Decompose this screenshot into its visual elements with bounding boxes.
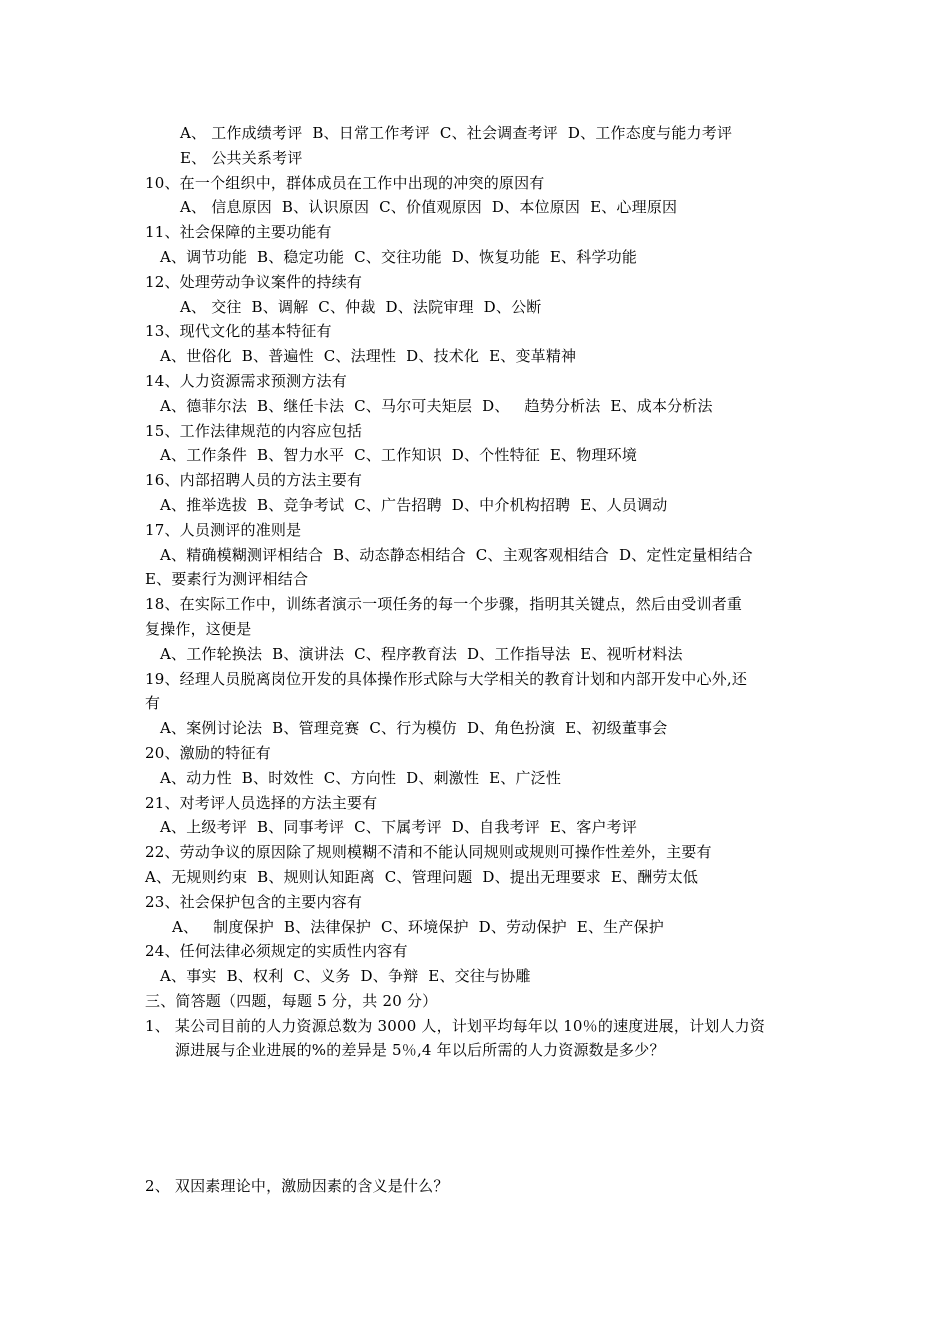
q11-options: A、调节功能 B、稳定功能 C、交往功能 D、恢复功能 E、科学功能 <box>160 247 638 266</box>
q24-options: A、事实 B、权利 C、义务 D、争辩 E、交往与协雕 <box>160 967 531 986</box>
q22-stem: 22、劳动争议的原因除了规则模糊不清和不能认同规则或规则可操作性差外，主要有 <box>145 843 712 862</box>
q13-options: A、世俗化 B、普遍性 C、法理性 D、技术化 E、变革精神 <box>160 347 577 366</box>
q23-stem: 23、社会保护包含的主要内容有 <box>145 892 363 911</box>
q19-options: A、案例讨论法 B、管理竞赛 C、行为模仿 D、角色扮演 E、初级董事会 <box>160 719 668 738</box>
q22-options: A、无规则约束 B、规则认知距离 C、管理问题 D、提出无理要求 E、酬劳太低 <box>145 867 699 886</box>
section-3-heading: 三、简答题（四题，每题 5 分，共 20 分） <box>145 991 438 1010</box>
q18-options: A、工作轮换法 B、演讲法 C、程序教育法 D、工作指导法 E、视听材料法 <box>160 644 683 663</box>
q16-options: A、推举选拔 B、竞争考试 C、广告招聘 D、中介机构招聘 E、人员调动 <box>160 495 668 514</box>
q19-stem: 19、经理人员脱离岗位开发的具体操作形式除与大学相关的教育计划和内部开发中心外,还 <box>145 669 748 688</box>
q18-stem: 18、在实际工作中，训练者演示一项任务的每一个步骤，指明其关键点，然后由受训者重 <box>145 595 743 614</box>
q16-stem: 16、内部招聘人员的方法主要有 <box>145 471 363 490</box>
sa2-question: 2、 双因素理论中，激励因素的含义是什么？ <box>145 1177 449 1196</box>
q13-stem: 13、现代文化的基本特征有 <box>145 322 332 341</box>
q20-stem: 20、激励的特征有 <box>145 743 271 762</box>
q18-stem-cont: 复操作，这便是 <box>145 619 252 638</box>
q17-stem: 17、人员测评的准则是 <box>145 520 302 539</box>
q21-options: A、上级考评 B、同事考评 C、下属考评 D、自我考评 E、客户考评 <box>160 818 638 837</box>
q14-stem: 14、人力资源需求预测方法有 <box>145 371 347 390</box>
sa1-question-cont: 源进展与企业进展的%的差异是 5％,4 年以后所需的人力资源数是多少？ <box>175 1041 665 1060</box>
q10-stem: 10、在一个组织中，群体成员在工作中出现的冲突的原因有 <box>145 173 545 192</box>
q14-options: A、德菲尔法 B、继任卡法 C、马尔可夫矩层 D、 趋势分析法 E、成本分析法 <box>160 396 713 415</box>
q11-stem: 11、社会保障的主要功能有 <box>145 223 332 242</box>
q15-options: A、工作条件 B、智力水平 C、工作知识 D、个性特征 E、物理环境 <box>160 446 638 465</box>
q17-options: A、精确模糊测评相结合 B、动态静态相结合 C、主观客观相结合 D、定性定量相结合 <box>160 545 753 564</box>
document-body <box>0 121 950 1199</box>
q24-stem: 24、任何法律必须规定的实质性内容有 <box>145 942 408 961</box>
q15-stem: 15、工作法律规范的内容应包括 <box>145 421 363 440</box>
sa1-question: 1、 某公司目前的人力资源总数为 3000 人，计划平均每年以 10％的速度进展，计划人力资 <box>145 1016 766 1035</box>
q10-options: A、 信息原因 B、认识原因 C、价值观原因 D、本位原因 E、心理原因 <box>180 198 678 217</box>
q17-options-cont: E、要素行为测评相结合 <box>145 570 309 589</box>
q20-options: A、动力性 B、时效性 C、方向性 D、刺激性 E、广泛性 <box>160 768 562 787</box>
q12-stem: 12、处理劳动争议案件的持续有 <box>145 272 363 291</box>
q23-options: A、 制度保护 B、法律保护 C、环境保护 D、劳动保护 E、生产保护 <box>172 917 664 936</box>
q21-stem: 21、对考评人员选择的方法主要有 <box>145 793 378 812</box>
q19-stem-cont: 有 <box>145 694 161 713</box>
q9-options: A、 工作成绩考评 B、日常工作考评 C、社会调查考评 D、工作态度与能力考评 <box>180 124 733 142</box>
q9-options-cont: E、 公共关系考评 <box>180 148 303 167</box>
q12-options: A、 交往 B、调解 C、仲裁 D、法院审理 D、公断 <box>180 297 542 316</box>
answer-space <box>0 1063 950 1174</box>
